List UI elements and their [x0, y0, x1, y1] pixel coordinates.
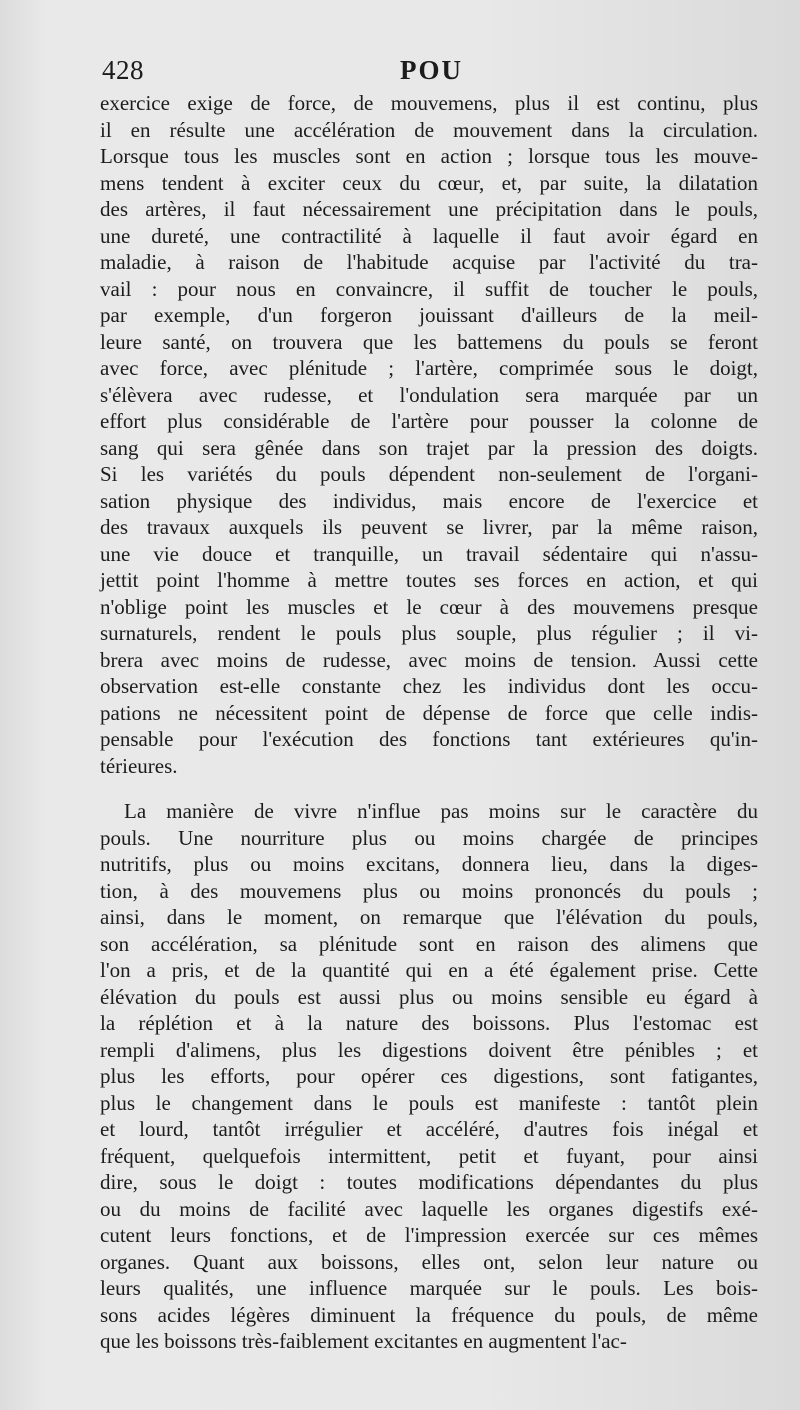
text-line: térieures.: [100, 753, 178, 778]
text-line: son accélération, sa plénitude sont en raison des alimens que: [100, 931, 758, 956]
text-line: leure santé, on trouvera que les battemens du pouls se feront: [100, 329, 758, 354]
text-line: mens tendent à exciter ceux du cœur, et, par suite, la dilatation: [100, 170, 758, 195]
page-header: [102, 55, 760, 91]
text-line: des travaux auxquels ils peuvent se livrer, par la même raison,: [100, 515, 758, 539]
text-line: plus les efforts, pour opérer ces digestions, sont fatigantes,: [100, 1064, 758, 1088]
text-line: ou du moins de facilité avec laquelle les organes digestifs exé-: [100, 1196, 758, 1221]
text-line: La manière de vivre n'influe pas moins sur le caractère du: [124, 799, 758, 823]
text-line: Si les variétés du pouls dépendent non-seulement de l'organi-: [100, 462, 758, 486]
text-line: sang qui sera gênée dans son trajet par la pression des doigts.: [100, 435, 758, 460]
page-number: 428: [102, 55, 144, 85]
text-line: fréquent, quelquefois intermittent, petit et fuyant, pour ainsi: [100, 1143, 758, 1168]
text-line: rempli d'alimens, plus les digestions doivent être pénibles ; et: [100, 1037, 758, 1062]
text-line: plus le changement dans le pouls est manifeste : tantôt plein: [100, 1090, 758, 1115]
text-line: observation est-elle constante chez les individus dont les occu-: [100, 674, 758, 698]
paragraph: [100, 90, 758, 779]
text-line: une dureté, une contractilité à laquelle il faut avoir égard en: [100, 223, 758, 248]
text-line: n'oblige point les muscles et le cœur à des mouvemens presque: [100, 594, 758, 619]
text-line: et lourd, tantôt irrégulier et accéléré, d'autres fois inégal et: [100, 1117, 758, 1141]
text-line: des artères, il faut nécessairement une précipitation dans le pouls,: [100, 197, 758, 221]
text-line: sation physique des individus, mais encore de l'exercice et: [100, 488, 758, 513]
text-line: exercice exige de force, de mouvemens, plus il est continu, plus: [100, 91, 758, 115]
text-line: pensable pour l'exécution des fonctions tant extérieures qu'in-: [100, 727, 758, 751]
text-line: Lorsque tous les muscles sont en action ; lorsque tous les mouve-: [100, 144, 758, 168]
text-line: pouls. Une nourriture plus ou moins chargée de principes: [100, 825, 758, 850]
text-line: leurs qualités, une influence marquée sur le pouls. Les bois-: [100, 1276, 758, 1300]
text-line: surnaturels, rendent le pouls plus souple, plus régulier ; il vi-: [100, 621, 758, 645]
text-line: cutent leurs fonctions, et de l'impression exercée sur ces mêmes: [100, 1223, 758, 1247]
text-line: organes. Quant aux boissons, elles ont, selon leur nature ou: [100, 1249, 758, 1274]
text-line: nutritifs, plus ou moins excitans, donnera lieu, dans la diges-: [100, 852, 758, 876]
text-line: pations ne nécessitent point de dépense de force que celle indis-: [100, 700, 758, 725]
text-line: la réplétion et à la nature des boissons. Plus l'estomac est: [100, 1011, 758, 1035]
text-line: une vie douce et tranquille, un travail sédentaire qui n'assu-: [100, 541, 758, 566]
text-line: ainsi, dans le moment, on remarque que l'élévation du pouls,: [100, 905, 758, 929]
text-line: dire, sous le doigt : toutes modifications dépendantes du plus: [100, 1170, 758, 1194]
text-line: avec force, avec plénitude ; l'artère, comprimée sous le doigt,: [100, 356, 758, 380]
text-line: élévation du pouls est aussi plus ou moins sensible eu égard à: [100, 984, 758, 1009]
text-line: que les boissons très-faiblement excitantes en augmentent l'ac-: [100, 1329, 627, 1353]
body-text: [100, 90, 758, 1355]
text-line: vail : pour nous en convaincre, il suffit de toucher le pouls,: [100, 276, 758, 301]
text-line: effort plus considérable de l'artère pour pousser la colonne de: [100, 409, 758, 433]
text-line: maladie, à raison de l'habitude acquise par l'activité du tra-: [100, 250, 758, 274]
text-line: tion, à des mouvemens plus ou moins prononcés du pouls ;: [100, 878, 758, 903]
text-line: il en résulte une accélération de mouvement dans la circulation.: [100, 117, 758, 142]
text-line: sons acides légères diminuent la fréquence du pouls, de même: [100, 1302, 758, 1327]
text-line: s'élèvera avec rudesse, et l'ondulation sera marquée par un: [100, 382, 758, 407]
paragraph: [100, 798, 758, 1355]
running-head: POU: [400, 55, 463, 85]
text-line: jettit point l'homme à mettre toutes ses forces en action, et qui: [100, 568, 758, 592]
text-line: brera avec moins de rudesse, avec moins de tension. Aussi cette: [100, 647, 758, 672]
text-line: par exemple, d'un forgeron jouissant d'ailleurs de la meil-: [100, 303, 758, 327]
text-line: l'on a pris, et de la quantité qui en a été également prise. Cette: [100, 958, 758, 982]
